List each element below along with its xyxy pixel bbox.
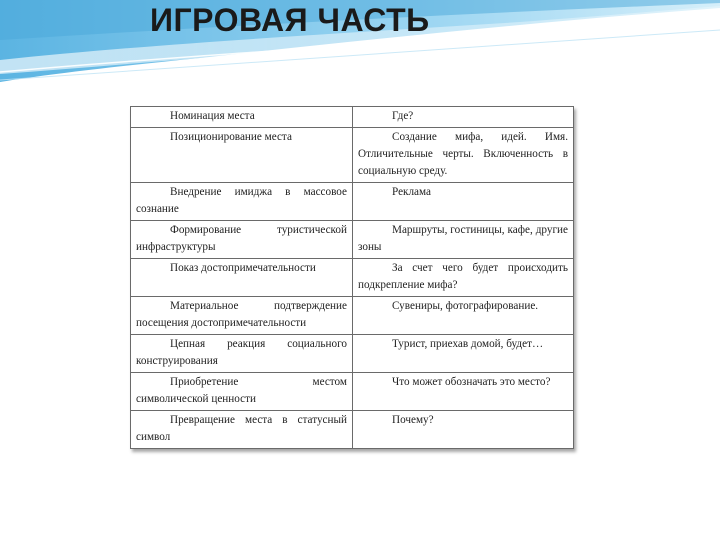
cell-text: Где? (392, 110, 414, 122)
content-table-wrapper (130, 106, 574, 449)
cell-text: Внедрение имиджа в массовое сознание (136, 186, 347, 215)
table-cell-left (131, 259, 353, 297)
cell-text: Почему? (392, 414, 434, 426)
table-cell-left (131, 373, 353, 411)
table-row (131, 259, 574, 297)
page-title: ИГРОВАЯ ЧАСТЬ (150, 2, 430, 38)
table-cell-right (353, 335, 574, 373)
table-cell-right (353, 259, 574, 297)
cell-text: Сувениры, фотографирование. (392, 300, 539, 312)
table-row (131, 128, 574, 183)
table-cell-left (131, 221, 353, 259)
cell-text: Реклама (392, 186, 431, 198)
table-cell-right (353, 221, 574, 259)
table-row (131, 107, 574, 128)
table-row (131, 221, 574, 259)
table-cell-right (353, 373, 574, 411)
cell-text: Номинация места (170, 110, 255, 122)
table-cell-right (353, 411, 574, 449)
cell-text: Что может обозначать это место? (392, 376, 551, 388)
cell-text: Цепная реакция социального конструирования (136, 338, 347, 367)
cell-text: Позиционирование места (170, 131, 292, 143)
cell-text: Маршруты, гостиницы, кафе, другие зоны (358, 224, 568, 253)
table-cell-right (353, 128, 574, 183)
cell-text: Показ достопримечательности (170, 262, 316, 274)
cell-text: Создание мифа, идей. Имя. Отличительные черты. Включенность в социальную среду. (358, 131, 568, 177)
table-row (131, 411, 574, 449)
cell-text: За счет чего будет происходить подкрепление мифа? (358, 262, 568, 291)
table-cell-right (353, 297, 574, 335)
table-cell-right (353, 183, 574, 221)
table-row (131, 335, 574, 373)
table-cell-right (353, 107, 574, 128)
table-row (131, 373, 574, 411)
slide-header (0, 0, 720, 82)
table-row (131, 183, 574, 221)
table-cell-left (131, 128, 353, 183)
cell-text: Превращение места в статусный символ (136, 414, 347, 443)
content-table (130, 106, 574, 449)
cell-text: Турист, приехав домой, будет… (392, 338, 544, 350)
table-cell-left (131, 183, 353, 221)
table-cell-left (131, 335, 353, 373)
table-cell-left (131, 411, 353, 449)
cell-text: Материальное подтверждение посещения достопримечательности (136, 300, 347, 329)
table-cell-left (131, 107, 353, 128)
cell-text: Формирование туристической инфраструктуры (136, 224, 347, 253)
cell-text: Приобретение местом символической ценности (136, 376, 347, 405)
table-row (131, 297, 574, 335)
table-cell-left (131, 297, 353, 335)
